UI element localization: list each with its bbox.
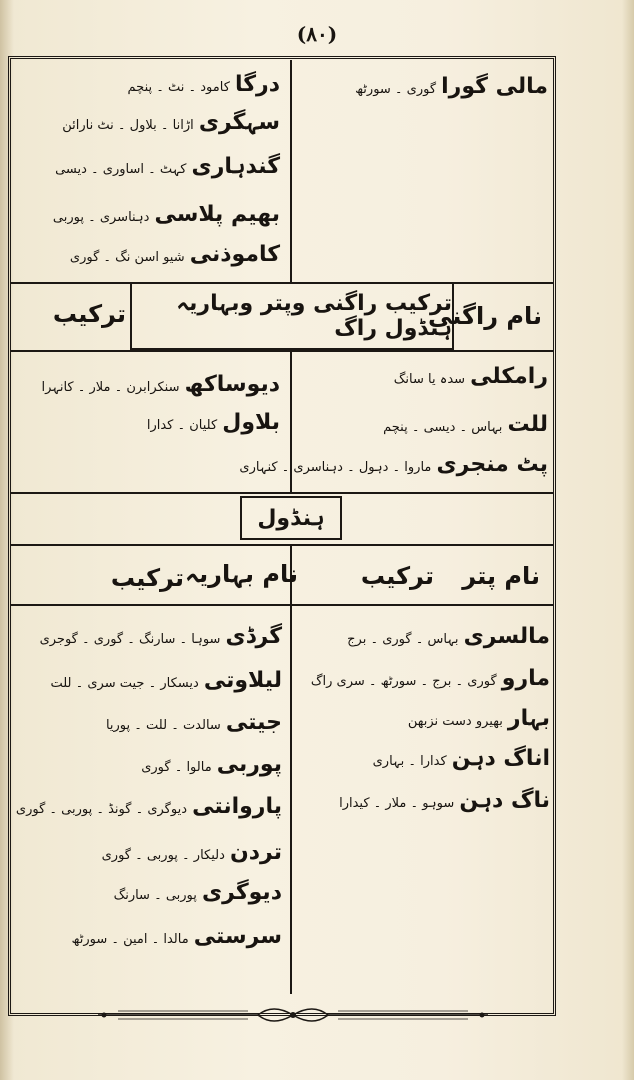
- raga-composition: دیوگری ۔ گونڈ ۔ پوربی ۔ گوری: [15, 802, 187, 817]
- decorative-divider-ornament: [98, 1000, 488, 1030]
- raga-entry: [72, 926, 283, 948]
- raga-name: پاروانتی: [192, 794, 282, 819]
- raga-composition: کامود ۔ نٹ ۔ پنچم: [127, 80, 230, 95]
- column-header: نام راگنی: [427, 302, 542, 330]
- column-header: ترکیب: [52, 300, 126, 328]
- column-header: نام بہاریہ: [185, 560, 298, 588]
- raga-name: لیلاوتی: [203, 668, 282, 693]
- row-divider: [10, 544, 554, 546]
- raga-entry: [16, 796, 282, 818]
- raga-composition: مالوا ۔ گوری: [141, 760, 212, 775]
- raga-entry-right: [311, 668, 550, 690]
- raga-entry: [141, 754, 282, 776]
- raga-entry: [55, 156, 280, 178]
- raga-entry: [40, 626, 282, 648]
- raga-name: درگا: [234, 72, 280, 97]
- raga-entry-right: [394, 366, 548, 388]
- raga-name: للت: [507, 412, 548, 437]
- raga-composition: دیسکار ۔ جیت سری ۔ للت: [50, 676, 199, 691]
- raga-composition: سالدت ۔ للت ۔ پوریا: [105, 718, 221, 733]
- raga-entry-right: [373, 748, 550, 770]
- raga-entry-right: [239, 454, 548, 476]
- column-header: ترکیب: [110, 564, 184, 592]
- column-divider-bottom: [290, 546, 292, 994]
- raga-composition: سنکرابرن ۔ ملار ۔ کانہرا: [41, 380, 180, 395]
- raga-composition: بہاس ۔ دیسی ۔ پنچم: [383, 420, 503, 435]
- raga-name: مالی گورا: [441, 74, 548, 99]
- raga-name: کاموذنی: [189, 242, 280, 267]
- raga-composition: کدارا ۔ بہاری: [372, 754, 447, 769]
- raga-name: گندہاری: [191, 154, 280, 179]
- column-header: ترکیب: [360, 562, 434, 590]
- raga-composition: کہٹ ۔ اساوری ۔ دیسی: [55, 162, 187, 177]
- raga-name: سرستی: [193, 924, 282, 949]
- raga-composition: سوہو ۔ ملار ۔ کیدارا: [339, 796, 455, 811]
- raga-name: دیوگری: [202, 880, 282, 905]
- raga-composition: دلیکار ۔ پوربی ۔ گوری: [101, 848, 225, 863]
- raga-composition: بہاس ۔ گوری ۔ برج: [347, 632, 459, 647]
- raga-name: مارو: [501, 666, 550, 691]
- section-title: ہنڈول: [240, 496, 342, 540]
- raga-composition: سوہا ۔ سارنگ ۔ گوری ۔ گوجری: [39, 632, 221, 647]
- raga-entry: [62, 112, 280, 134]
- raga-entry: [70, 244, 280, 266]
- row-divider: [10, 350, 554, 352]
- row-divider: [10, 604, 554, 606]
- raga-name: مالسری: [463, 624, 550, 649]
- raga-name: پوربی: [216, 752, 282, 777]
- raga-entry-right: [339, 790, 550, 812]
- raga-name: جیتی: [225, 710, 282, 735]
- raga-name: اناگ دہن: [451, 746, 550, 771]
- raga-name: تردن: [229, 840, 282, 865]
- raga-entry: [102, 842, 282, 864]
- raga-entry: [114, 882, 282, 904]
- raga-name: گرڈی: [225, 624, 282, 649]
- page-edge-shadow: [622, 0, 634, 1080]
- raga-entry: [50, 670, 282, 692]
- raga-composition: سدہ یا سانگ: [393, 372, 466, 387]
- raga-composition: بھیرو دست نزبھن: [407, 714, 503, 729]
- raga-composition: گوری ۔ برج ۔ سورٹھ ۔ سری راگ: [310, 674, 497, 689]
- raga-name: بھیم پلاسی: [154, 202, 280, 227]
- raga-composition: شیو اسن نگ ۔ گوری: [69, 250, 185, 265]
- section-title: ترکیب راگنی وپتر وبہاریہ ہنڈول راگ: [130, 282, 454, 350]
- raga-name: بلاول: [222, 410, 280, 435]
- raga-composition: ماروا ۔ دہول ۔ دہناسری ۔ کنہاری: [239, 460, 432, 475]
- raga-entry-right: [383, 414, 548, 436]
- raga-entry: [106, 712, 282, 734]
- raga-composition: دہناسری ۔ پوربی: [52, 210, 150, 225]
- raga-composition: گوری ۔ سورٹھ: [355, 82, 437, 97]
- raga-entry-right: [355, 76, 548, 98]
- raga-entry: [41, 374, 280, 396]
- raga-name: دیوساکھ: [184, 372, 280, 397]
- raga-name: سہگری: [198, 110, 280, 135]
- raga-name: ناگ دہن: [459, 788, 550, 813]
- raga-composition: کلیان ۔ کدارا: [146, 418, 218, 433]
- raga-entry-right: [408, 708, 550, 730]
- column-divider-top: [290, 60, 292, 282]
- raga-name: رامکلی: [470, 364, 548, 389]
- column-header: نام پتر: [462, 562, 540, 590]
- raga-entry: [53, 204, 280, 226]
- raga-entry: [128, 74, 280, 96]
- raga-composition: اڑانا ۔ بلاول ۔ نٹ نارائن: [62, 118, 194, 133]
- raga-entry: [147, 412, 280, 434]
- page-number: (۸۰): [296, 22, 338, 46]
- raga-composition: مالدا ۔ امین ۔ سورٹھ: [71, 932, 189, 947]
- raga-name: پٹ منجری: [436, 452, 548, 477]
- raga-composition: پوربی ۔ سارنگ: [113, 888, 197, 903]
- raga-name: بہار: [507, 706, 550, 731]
- raga-entry-right: [347, 626, 550, 648]
- row-divider: [10, 492, 554, 494]
